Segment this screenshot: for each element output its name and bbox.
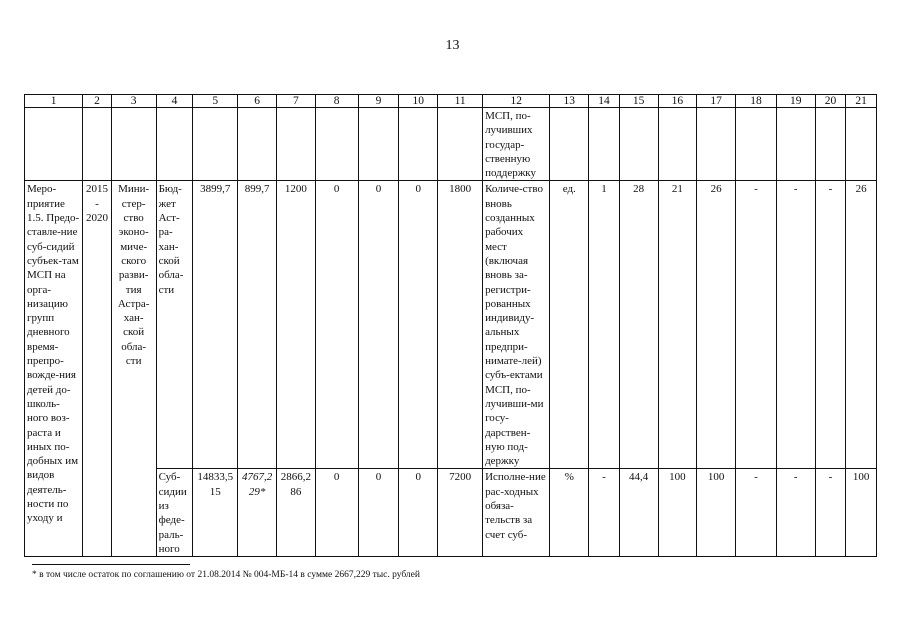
program-table (24, 94, 877, 557)
indicator-cell: Количе-ство вновь созданных рабочих мест (включая вновь за-регистри-рованных индивиду-альных предпри-нимате-лей) субъ-ектами МСП, по-лучивши-ми госу-дарствен-ную под-держку (483, 181, 550, 469)
value-cell: 14833,515 (193, 469, 238, 557)
value-cell: 1 (589, 181, 620, 469)
value-cell: 0 (358, 469, 399, 557)
header-cell: 16 (658, 95, 697, 108)
footnote-rule (32, 564, 190, 565)
header-cell: 12 (483, 95, 550, 108)
header-cell: 4 (156, 95, 193, 108)
value-cell: - (736, 469, 777, 557)
value-cell: 44,4 (619, 469, 658, 557)
header-cell: 8 (315, 95, 358, 108)
value-cell: 1800 (438, 181, 483, 469)
value-cell: 0 (315, 469, 358, 557)
value-cell: 0 (399, 181, 438, 469)
value-cell: 21 (658, 181, 697, 469)
header-cell: 14 (589, 95, 620, 108)
source-cell: Суб-сидии из феде-раль-ного (156, 469, 193, 557)
unit-cell: % (550, 469, 589, 557)
value-cell: - (815, 181, 846, 469)
value-cell: 3899,7 (193, 181, 238, 469)
header-cell: 11 (438, 95, 483, 108)
table-row (25, 181, 877, 469)
header-cell: 18 (736, 95, 777, 108)
value-cell: 7200 (438, 469, 483, 557)
footnote: * в том числе остаток по соглашению от 21.08.2014 № 004-МБ-14 в сумме 2667,229 тыс. рублей (32, 570, 420, 580)
period-cell: 2015 - 2020 (83, 181, 112, 557)
value-cell: 28 (619, 181, 658, 469)
header-cell: 1 (25, 95, 83, 108)
header-cell: 5 (193, 95, 238, 108)
header-cell: 17 (697, 95, 736, 108)
value-cell: 100 (697, 469, 736, 557)
header-cell: 3 (111, 95, 156, 108)
value-cell: 26 (846, 181, 877, 469)
measure-cell: Меро-приятие 1.5. Предо-ставле-ние суб-сидий субъек-там МСП на орга-низацию групп дневного время-препро-вожде-ния детей до-школь-ного воз-раста и иных по-добных им видов деятель-ности по уходу и (25, 181, 83, 557)
value-cell: 100 (658, 469, 697, 557)
source-cell: Бюд-жет Аст-ра-хан-ской обла-сти (156, 181, 193, 469)
header-cell: 7 (276, 95, 315, 108)
unit-cell: ед. (550, 181, 589, 469)
header-cell: 2 (83, 95, 112, 108)
value-cell: - (776, 181, 815, 469)
value-cell: 0 (399, 469, 438, 557)
value-cell: - (736, 181, 777, 469)
executor-cell: Мини-стер-ство эконо-миче-ского разви-тия Астра-хан-ской обла-сти (111, 181, 156, 557)
value-cell: 0 (315, 181, 358, 469)
header-cell: 13 (550, 95, 589, 108)
value-cell: - (589, 469, 620, 557)
header-cell: 19 (776, 95, 815, 108)
value-cell: 100 (846, 469, 877, 557)
value-cell: 899,7 (238, 181, 277, 469)
continuation-row (25, 108, 877, 181)
header-cell: 6 (238, 95, 277, 108)
header-cell: 20 (815, 95, 846, 108)
value-cell: - (776, 469, 815, 557)
value-cell: 4767,229* (238, 469, 277, 557)
value-cell: 26 (697, 181, 736, 469)
header-cell: 21 (846, 95, 877, 108)
indicator-cell: МСП, по-лучивших государ-ственную поддержку (483, 108, 550, 181)
page-number: 13 (445, 38, 460, 53)
header-row (25, 95, 877, 108)
value-cell: 2866,286 (276, 469, 315, 557)
value-cell: 0 (358, 181, 399, 469)
header-cell: 9 (358, 95, 399, 108)
value-cell: 1200 (276, 181, 315, 469)
header-cell: 15 (619, 95, 658, 108)
indicator-cell: Исполне-ние рас-ходных обяза-тельств за счет суб- (483, 469, 550, 557)
value-cell: - (815, 469, 846, 557)
header-cell: 10 (399, 95, 438, 108)
